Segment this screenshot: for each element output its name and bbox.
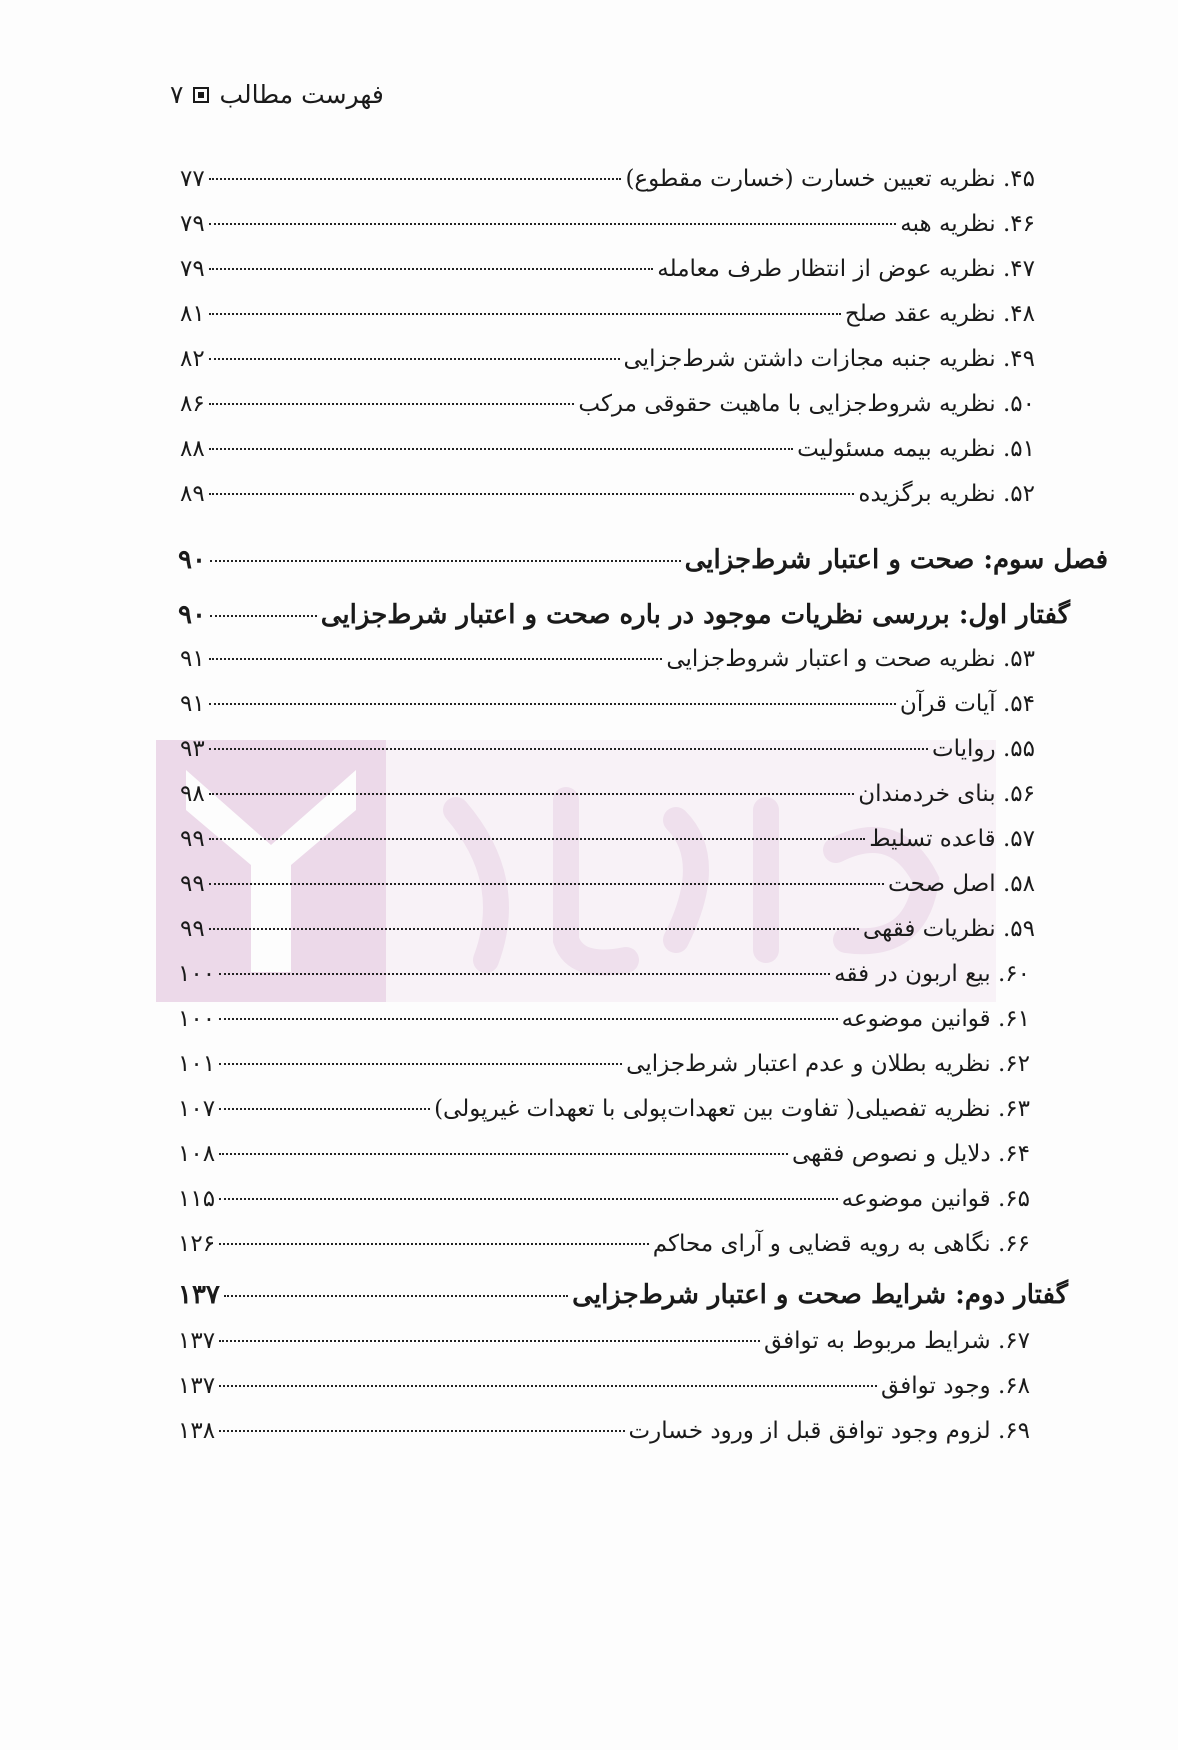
dot-leader — [219, 1340, 760, 1342]
toc-entry[interactable] — [180, 256, 1035, 296]
toc-entry-title: ۴۵. نظریه تعیین خسارت (خسارت مقطوع) — [625, 166, 1035, 192]
dot-leader — [209, 223, 897, 225]
toc-entry[interactable] — [178, 1418, 1030, 1458]
toc-entry-page: ۱۱۵ — [178, 1186, 216, 1212]
toc-entry-page: ۱۳۸ — [178, 1418, 216, 1444]
toc-entry-page: ۹۱ — [180, 691, 205, 717]
toc-entry-title: ۵۸. اصل صحت — [888, 871, 1035, 897]
toc-entry[interactable] — [180, 916, 1035, 956]
running-header — [170, 80, 384, 109]
toc-entry[interactable] — [178, 1141, 1030, 1181]
toc-entry-title: ۶۵. قوانین موضوعه — [841, 1186, 1030, 1212]
dot-leader — [209, 883, 884, 885]
dot-leader — [210, 560, 681, 562]
toc-entry-title: ۵۵. روایات — [931, 736, 1035, 762]
toc-entry[interactable] — [180, 646, 1035, 686]
toc-entry-page: ۸۹ — [180, 481, 205, 507]
toc-entry-title: ۶۱. قوانین موضوعه — [841, 1006, 1030, 1032]
dot-leader — [219, 1018, 838, 1020]
dot-leader — [209, 403, 575, 405]
toc-entry-page: ۸۲ — [180, 346, 205, 372]
dot-leader — [219, 1198, 838, 1200]
toc-entry-title: ۶۲. نظریه بطلان و عدم اعتبار شرط‌جزایی — [626, 1051, 1030, 1077]
toc-entry-title: ۵۰. نظریه شروط‌جزایی با ماهیت حقوقی مرکب — [578, 391, 1035, 417]
toc-entry[interactable] — [178, 1006, 1030, 1046]
toc-chapter-title: فصل سوم: صحت و اعتبار شرط‌جزایی — [684, 545, 1108, 575]
toc-part-page: ۱۳۷ — [178, 1280, 220, 1310]
toc-entry-title: ۵۴. آیات قرآن — [899, 691, 1035, 717]
toc-entry[interactable] — [178, 1328, 1030, 1368]
dot-leader — [219, 1430, 624, 1432]
toc-entry[interactable] — [180, 736, 1035, 776]
dot-leader — [209, 928, 859, 930]
running-header-title: فهرست مطالب — [219, 80, 384, 109]
dot-leader — [209, 448, 793, 450]
toc-entry-page: ۸۶ — [180, 391, 205, 417]
toc-entry[interactable] — [180, 391, 1035, 431]
toc-entry-title: ۶۰. بیع اربون در فقه — [834, 961, 1030, 987]
toc-entry-page: ۱۰۰ — [178, 961, 216, 987]
toc-entry-page: ۷۹ — [180, 256, 205, 282]
toc-chapter-page: ۹۰ — [178, 545, 206, 575]
toc-entry-page: ۹۸ — [180, 781, 205, 807]
toc-entry[interactable] — [180, 346, 1035, 386]
toc-entry-page: ۱۰۷ — [178, 1096, 216, 1122]
dot-leader — [219, 1063, 622, 1065]
toc-entry[interactable] — [178, 1373, 1030, 1413]
dot-leader — [219, 973, 830, 975]
dot-leader — [224, 1295, 568, 1297]
toc-entry-page: ۱۰۰ — [178, 1006, 216, 1032]
dot-leader — [210, 615, 317, 617]
dot-leader — [219, 1243, 649, 1245]
toc-entry-title: ۶۴. دلایل و نصوص فقهی — [792, 1141, 1030, 1167]
toc-entry-page: ۱۲۶ — [178, 1231, 216, 1257]
dot-leader — [219, 1108, 430, 1110]
dot-leader — [209, 838, 865, 840]
toc-entry-page: ۱۰۸ — [178, 1141, 216, 1167]
toc-entry-title: ۵۶. بنای خردمندان — [858, 781, 1035, 807]
toc-entry-title: ۶۹. لزوم وجود توافق قبل از ورود خسارت — [628, 1418, 1030, 1444]
page-number: ۷ — [170, 80, 184, 109]
toc-part[interactable] — [178, 1280, 1068, 1324]
dot-leader — [209, 793, 855, 795]
toc-entry[interactable] — [180, 436, 1035, 476]
dot-leader — [219, 1385, 877, 1387]
toc-entry-page: ۹۹ — [180, 871, 205, 897]
toc-entry-title: ۵۹. نظریات فقهی — [862, 916, 1035, 942]
toc-entry-title: ۴۹. نظریه جنبه مجازات داشتن شرط‌جزایی — [623, 346, 1035, 372]
toc-entry[interactable] — [180, 481, 1035, 521]
dot-leader — [219, 1153, 788, 1155]
toc-entry[interactable] — [180, 211, 1035, 251]
toc-entry-page: ۹۹ — [180, 916, 205, 942]
toc-entry-title: ۶۳. نظریه تفصیلی( تفاوت بین تعهدات‌پولی با تعهدات غیرپولی) — [434, 1096, 1030, 1122]
toc-entry[interactable] — [180, 691, 1035, 731]
toc-entry-page: ۷۹ — [180, 211, 205, 237]
toc-chapter[interactable] — [178, 545, 1108, 589]
toc-entry-page: ۹۹ — [180, 826, 205, 852]
toc-entry[interactable] — [180, 166, 1035, 206]
toc-entry-title: ۶۷. شرایط مربوط به توافق — [763, 1328, 1030, 1354]
toc-entry-title: ۵۳. نظریه صحت و اعتبار شروط‌جزایی — [666, 646, 1035, 672]
toc-entry[interactable] — [178, 1231, 1030, 1271]
toc-entry-page: ۹۳ — [180, 736, 205, 762]
toc-entry-title: ۴۷. نظریه عوض از انتظار طرف معامله — [657, 256, 1035, 282]
dot-leader — [209, 358, 620, 360]
toc-entry-title: ۴۸. نظریه عقد صلح — [844, 301, 1035, 327]
toc-part-title: گفتار اول: بررسی نظریات موجود در باره صحت و اعتبار شرط‌جزایی — [320, 600, 1070, 630]
toc-entry-title: ۴۶. نظریه هبه — [900, 211, 1035, 237]
dot-leader — [209, 748, 928, 750]
toc-entry-title: ۶۶. نگاهی به رویه قضایی و آرای محاکم — [652, 1231, 1030, 1257]
toc-part[interactable] — [178, 600, 1070, 644]
dot-leader — [209, 703, 896, 705]
dot-leader — [209, 268, 654, 270]
toc-entry-title: ۵۲. نظریه برگزیده — [858, 481, 1035, 507]
toc-entry[interactable] — [178, 1096, 1030, 1136]
toc-entry[interactable] — [180, 871, 1035, 911]
dot-leader — [209, 313, 841, 315]
toc-entry-page: ۱۳۷ — [178, 1328, 216, 1354]
toc-entry[interactable] — [178, 1186, 1030, 1226]
toc-part-title: گفتار دوم: شرایط صحت و اعتبار شرط‌جزایی — [572, 1280, 1068, 1310]
dot-leader — [209, 658, 663, 660]
toc-entry[interactable] — [180, 826, 1035, 866]
toc-entry-title: ۵۱. نظریه بیمه مسئولیت — [797, 436, 1035, 462]
toc-entry-title: ۵۷. قاعده تسلیط — [869, 826, 1035, 852]
toc-entry-page: ۱۳۷ — [178, 1373, 216, 1399]
toc-entry[interactable] — [180, 301, 1035, 341]
toc-entry[interactable] — [178, 1051, 1030, 1091]
toc-entry[interactable] — [180, 781, 1035, 821]
dot-leader — [209, 178, 622, 180]
toc-entry-title: ۶۸. وجود توافق — [881, 1373, 1030, 1399]
toc-entry-page: ۷۷ — [180, 166, 205, 192]
toc-entry-page: ۹۱ — [180, 646, 205, 672]
toc-entry[interactable] — [178, 961, 1030, 1001]
toc-entry-page: ۱۰۱ — [178, 1051, 216, 1077]
toc-entry-page: ۸۸ — [180, 436, 205, 462]
square-bullet-icon — [193, 87, 209, 103]
toc-entry-page: ۸۱ — [180, 301, 205, 327]
toc-part-page: ۹۰ — [178, 600, 206, 630]
dot-leader — [209, 493, 855, 495]
